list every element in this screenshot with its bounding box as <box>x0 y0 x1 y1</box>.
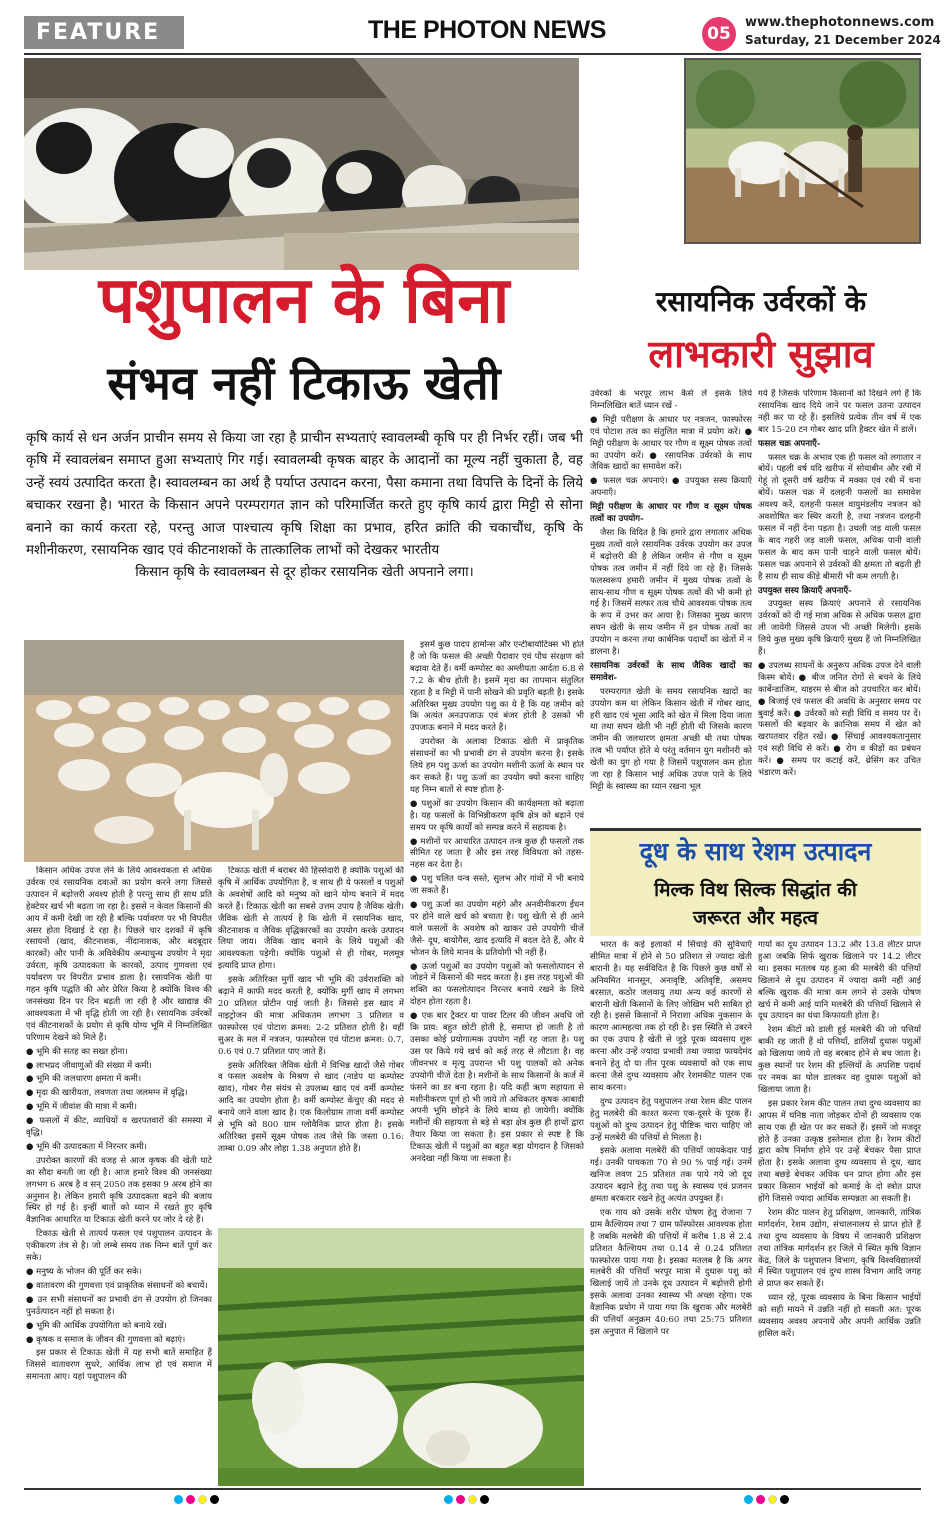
oxen-plough-image <box>686 60 919 242</box>
registration-dot <box>210 1495 219 1504</box>
lead-text-end: किसान कृषि के स्वावलम्बन से दूर होकर रसायनिक खेती अपनाने लगा। <box>135 565 474 581</box>
registration-dot <box>444 1495 453 1504</box>
paragraph: उपयुक्त सस्य क्रियाएँ अपनाएँ- <box>758 585 852 596</box>
registration-dot <box>456 1495 465 1504</box>
registration-dot <box>780 1495 789 1504</box>
milk-silk-subtitle-line1: मिल्क विथ सिल्क सिद्धांत की <box>654 879 857 901</box>
side-headline-line2: लाभकारी सुझाव <box>648 332 874 376</box>
paragraph: ● कृषक व समाज के जीवन की गुणवत्ता को बढ़ाएं। <box>26 1334 186 1345</box>
paragraph: टिकाऊ खेती में बराबर की हिस्सेदारी है क्योंकि पशुओं की कृषि में आर्थिक उपयोगिता है, व साथ ही ये फसलों व पशुओं के अवशेषों आदि को मनुष्य को खाने योग्य बनाने में मदद करते हैं। टिकाऊ खेती का सबसे उत्तम उपाय है जैविक खेती। जैविक खेती से तात्पर्य है कि खेती में रसायनिक खाद, कीटनाशक व जैविक वृद्धिकारकों का उपयोग करके उत्पादन लिया जाय। जैविक खाद बनाने के लिये पशुओं की आवश्यकता पड़ेगी। क्योंकि पशुओं से ही गोबर, मलमूत्र इत्यादि प्राप्त होगा। <box>218 866 404 972</box>
paragraph: इस प्रकार रेशम कीट पालन तथा दुग्ध व्यवसाय का आपस में घनिष्ठ नाता जोड़कर दोनों ही व्यवसाय एक साथ एक ही खेत पर कर सकते हैं। इसमें जो मजदूर होते हैं उनका उत्कृष्ठ इस्तेमाल होता है। रेशम कीटों द्वारा कोष निर्माण होने पर उन्हें बेचकर पैसा प्राप्त होता है। इसके अलावा दुग्ध व्यवसाय से दूध, खाद तथा बछड़े बेचकर अधिक धन प्राप्त होगा और इस प्रकार किसान भाईयों को कमाई के दो स्त्रोत प्राप्त होंगे जिससे ज्यादा आर्थिक सम्पन्नता आ सकती है। <box>758 1098 921 1205</box>
registration-dot <box>198 1495 207 1504</box>
paragraph: ● उन सभी संसाधनों का प्रभावी ढंग से उपयोग हो जिनका पुनर्उत्पादन नहीं हो सकता है। <box>26 1294 212 1317</box>
goats-image <box>24 640 404 862</box>
column-4 <box>590 389 752 821</box>
registration-dot <box>768 1495 777 1504</box>
milk-silk-title: दूध के साथ रेशम उत्पादन <box>639 837 872 866</box>
paragraph: ● उपलब्ध साधनों के अनुरूप अधिक उपज देने वाली किस्म बोयें। ● बीज जनित रोगों से बचने के लिये कार्बेन्डाजिम, थाइरम से बीज को उपचारित कर बोयें। ● बिजाई एवं फसल की अवधि के अनुसार समय पर बुवाई करें। ● उर्वरकों को सही विधि व समय पर दें। फसलों की बढ़वार के क्रान्तिक समय में खेत को खरपतवार रहित रखें। ● सिंचाई आवश्यकतानुसार एवं सही विधि से करें। ● रोग व कीड़ों का प्रबंधन करें। ● समय पर कटाई करें, थ्रेसिंग कर उचित भंडारण करें। <box>758 660 921 779</box>
paragraph: किसान अधिक उपज लेने के लिये आवश्यकता से अधिक उर्वरक एवं रसायनिक दवाओं का प्रयोग करने लगा जिससे उत्पादन में बढ़ोत्तरी अवश्य होती है परन्तु साथ ही साथ प्रति हेक्टेयर खर्च भी बढ़ता जा रहा है। इससे न केवल किसानों की आय में कमी देखी जा रही है बल्कि पर्यावरण पर भी विपरीत असर होता दिखाई दे रहा है। पिछले चार दशकों में कृषि रसायनों (खाद, कीटनाशक, नींदानाशक, और बदबूदार कारकों) और पानी के अविवेकीय अन्धाधुन्ध उपयोग ने मृदा उर्वरता, कृषि उत्पादकता के कारकों, उत्पाद गुणवत्ता एवं पर्यावरण पर विपरीत प्रभाव डाला है। रसायनिक खेती या गहन कृषि पद्धति की ओर प्रेरित किया है क्योंकि विश्व की जनसंख्या दिन पर दिन बढ़ती जा रही है और खाद्यान्न की आवश्यकता में भी वृद्धि होती जा रही है। रसायनिक उर्वरकों एवं कीटनाशकों के प्रयोग से कृषि योग्य भूमि में निम्नलिखित परिणाम देखने को मिले हैं। <box>26 866 212 1043</box>
paragraph: इसमें कुछ पादप हार्मोन्स और एन्टीबायोटिक्स भी होते हैं जो कि फसल की अच्छी पैदावार एवं पौध संरक्षण को बढ़ावा देते हैं। वर्मी कम्पोस्ट का अम्लीयता आर्दता 6.8 से 7.2 के बीच होती है। इसमें मृदा का तापमान संतुलित रहता है व मिट्टी में पानी सोखने की प्रवृति बढ़ती है। इसके अतिरिक्त मुख्य उपयोग पशु का ये है कि यह जमीन को कि अत्यंत अनउपजाऊ एवं बंजर होती है उसको भी उपजाऊ बनाने में मदद करते हैं। <box>410 640 584 734</box>
paragraph: टिकाऊ खेती से तात्पर्य फसल एवं पशुपालन उत्पादन के एकीकरण तंत्र से है। जो लम्बे समय तक निम्न बातें पूर्ण कर सके। <box>26 1229 212 1264</box>
header-rule <box>24 53 921 55</box>
paragraph: दुग्ध उत्पादन हेतु पशुपालन तथा रेशम कीट पालन हेतु मलबेरी की काश्त करना एक-दूसरे के पूरक हैं। पशुओं को दुग्ध उत्पादन हेतु पौष्टिक चारा चाहिए जो उन्हें मलबेरी की पत्तियों से मिलता है। <box>590 1096 752 1143</box>
oxen-plough-photo <box>684 58 921 244</box>
paragraph: ● लाभप्रद जीवाणुओं की संख्या में कमी। <box>26 1060 152 1071</box>
cows-field-photo <box>218 1228 584 1486</box>
paragraph: ● भूमि की सतह का सख्त होना। <box>26 1046 128 1057</box>
column-3 <box>410 640 584 1222</box>
paragraph: उर्वरकों के भरपूर लाभ कैसे लें इसके लिये निम्नलिखित बातें ध्यान रखें - <box>590 389 752 411</box>
paragraph: रसायनिक उर्वरकों के साथ जैविक खादों का समावेश- <box>590 660 752 683</box>
side-headline-line1: रसायनिक उर्वरकों के <box>655 285 867 318</box>
paragraph: ● फसलों में कीट, व्याधियों व खरपतवारों की समस्या में वृद्धि। <box>26 1116 212 1139</box>
paragraph: उपरोक्त के अलावा टिकाऊ खेती में प्राकृतिक संसाधनों का भी प्रभावी ढंग से उपयोग करना है। इसके लिये हम पशु ऊर्जा का उपयोग मशीनी ऊर्जा के स्थान पर कर सकते हैं। पशु ऊर्जा का उपयोग क्यों करना चाहिए यह निम्न बातों से स्पष्ट होता है- <box>410 737 584 795</box>
column-1 <box>26 866 212 1486</box>
paragraph: उपयुक्त सस्य क्रियाएं अपनाने से रसायनिक उर्वरकों को दी गई मात्रा अधिक से अधिक फसल द्वारा ली जायेगी जिससे उपज भी अच्छी मिलेगी। इसके लिये कुछ मुख्य कृषि क्रियाएँ मुख्य हैं जो निम्नलिखित हैं। <box>758 599 921 658</box>
registration-dot <box>756 1495 765 1504</box>
lead-paragraph <box>26 428 583 633</box>
registration-dot <box>480 1495 489 1504</box>
main-headline-line1: पशुपालन के बिना <box>98 264 510 338</box>
paragraph: ● ऊर्जा पशुओं का उपयोग पशुओं को फसलोत्पादन से जोड़ने में किसानों की मदद करता है। इस तरह पशुओं की शक्ति का फसलोत्पादन निरन्तर बनाये रखने के लिये दोहन होता रहता है। <box>410 961 584 1008</box>
paragraph: ● वातावरण की गुणवत्ता एवं प्राकृतिक संसाधनों को बचायें। <box>26 1280 208 1291</box>
paragraph: ● मनुष्य के भोजन की पूर्ति कर सके। <box>26 1267 142 1277</box>
paragraph: इसके अतिरिक्त जैविक खेती में विभिन्न खादों जैसे गोबर व फसल अवशेष के मिश्रण से खाद (नाडेप या कम्पोस्ट खाद), गोबर गैस संयंत्र से उपलब्ध खाद एवं वर्मी कम्पोस्ट आदि का उपयोग होता है। वर्मी कम्पोस्ट केंचुए की मदद से बनाये जाने वाला खाद है। एक किलोग्राम ताजा वर्मी कम्पोस्ट से भूमि को 800 ग्राम ग्लोवैनिक प्राप्त होता है। इसके अतिरिक्त इसमें सूक्ष्म पोषक तत्व जैसे कि जस्ता 0.16: ताम्बा 0.09 और लोहा 1.38 अनुपात होते हैं। <box>218 1060 404 1154</box>
milk-silk-subtitle-line2: जरूरत और महत्व <box>693 907 818 929</box>
website-url[interactable]: www.thephotonnews.com <box>745 15 935 30</box>
page-number-badge: 05 <box>702 17 736 51</box>
paragraph: जैसा कि विदित है कि हमारे द्वारा लगातार अधिक मुख्य तत्वों वाले रसायनिक उर्वरक उपयोग कर उपज में बढ़ोत्तरी की है लेकिन जमीन से गौण व सूक्ष्म पोषक तत्व जमीन में नहीं दिये जा रहे हैं। जिसके फलस्वरूप हमारी जमीन में मुख्य पोषक तत्वों के साथ-साथ गौण व सूक्ष्म पोषक तत्वों की भी कमी हो गई है। जिसमें सल्फर तत्व चौथे आवश्यक पोषक तत्व के रूप में उभर कर आया है। जिसका मुख्य कारण सघन खेती के साथ जमीन में इन पोषक तत्वों का उपयोग न करना तथा कार्बनिक पदार्थों का खेतों में न डालना है। <box>590 527 752 658</box>
column-2 <box>218 866 404 1224</box>
paragraph: इसके अतिरिक्त मुर्गी खाद भी भूमि की उर्वराशक्ति को बढ़ाने में काफी मदद करती है, क्योंकि मुर्गी खाद में लगभग 20 प्रतिशत प्रोटीन पाई जाती है। जिससे इस खाद में नाइट्रोजन की मात्रा अधिकतम लगभग 3 प्रतिशत व फास्फोरस एवं पोटाश क्रमश: 2-2 प्रतिशत होती है। वहीं सुअर के मल में नत्रजन, फास्फोरस एवं पोटाश क्रमश: 0.7, 0.6 एवं 0.7 प्रतिशत पाए जाते हैं। <box>218 975 404 1057</box>
paragraph: ध्यान रहे, पूरक व्यवसाय के बिना किसान भाईयों को सही मायने में उन्नति नहीं हो सकती अत: पूरक व्यवसाय अवश्य अपनायें और अपनी आर्थिक उन्नति हासिल करें। <box>758 1293 921 1339</box>
paragraph: ● मृदा की खारीयता, लवणता तथा जलमग्न में वृद्धि। <box>26 1088 188 1099</box>
cows-field-image <box>218 1228 584 1486</box>
masthead-title: THE PHOTON NEWS <box>368 16 606 44</box>
issue-date: Saturday, 21 December 2024 <box>745 33 941 47</box>
main-headline-line2: संभव नहीं टिकाऊ खेती <box>107 356 501 410</box>
paragraph: गायों का दूध उत्पादन 13.2 और 13.8 लीटर प्राप्त हुआ जबकि सिर्फ खुराक खिलाने पर 14.2 लीटर था। इसका मतलब यह हुआ की मलबेरी की पत्तियाँ खिलाने से दूध उत्पादन में ज्यादा कमी नहीं आई बल्कि खुराक की मात्रा कम लगने से उसके पोषण खर्च में कमी आई यानि मलबेरी की पत्तियाँ खिलाने से दूध उत्पादन का धंधा किफायती होता है। <box>758 940 921 1022</box>
paragraph: ● भूमि में जीवांश की मात्रा में कमी। <box>26 1102 137 1113</box>
registration-dot <box>744 1495 753 1504</box>
registration-dot <box>186 1495 195 1504</box>
paragraph: ● मिट्टी परीक्षण के आधार पर नत्रजन, फास्फोरस एवं पोटाश तत्व का संतुलित मात्रा में प्रयोग करें। ● मिट्टी परीक्षण के आधार पर गौण व सूक्ष्म पोषक तत्वों का उपयोग करें। ● रसायनिक उर्वरकों के साथ जैविक खादों का समावेश करें। <box>590 414 752 473</box>
paragraph: ● भूमि की आर्थिक उपयोगिता को बनाये रखें। <box>26 1320 167 1331</box>
paragraph: इस प्रकार से टिकाऊ खेती में यह सभी बातें समाहित हैं जिससे वातावरण सुधरे, आर्थिक लाभ हो एवं समाज में समानता आए। यहां पशुपालन की <box>26 1348 212 1383</box>
paragraph: उपरोक्त कारणों की वजह से आज कृषक की खेती घाटे का सौदा बनती जा रही है। आज हमारे विश्व की जनसंख्या लगभग 6 अरब है व सन् 2050 तक इसका 9 अरब होने का अनुमान है। लेकिन हमारी कृषि उत्पादकता बढ़ने की बजाय स्थिर हो गई है। इन्हीं बातों को ध्यान में रखते हुए कृषि वैज्ञानिक आधारित या टिकाऊ खेती करने पर जोर दे रहे हैं। <box>26 1155 212 1226</box>
paragraph: फसल चक्र अपनाएँ- <box>758 438 821 449</box>
paragraph: रेशम कीटों को डाली हुई मलबेरी की जो पत्तियाँ बाकी रह जाती हैं वो पत्तियाँ, डालियाँ दुधारू पशुओं को खिलाया जाये तो वह बरबाद होने से बच जाता है। कुछ स्थानों पर रेशम की इल्लियों के अपशिष्ट पदार्थ पर नमक का घोल डालकर वह दुधारू पशुओं को खिलाया जाता है। <box>758 1025 921 1095</box>
footer-rule <box>24 1488 921 1490</box>
paragraph: ● पशु चलित यन्त्र सस्ते, सुलभ और गांवों में भी बनाये जा सकते हैं। <box>410 874 584 897</box>
registration-dot <box>174 1495 183 1504</box>
goats-photo <box>24 640 404 862</box>
paragraph: ● फसल चक्र अपनाएं। ● उपयुक्त सस्य क्रियाएँ अपनाएँ। <box>590 476 752 499</box>
paragraph: ● भूमि की जलधारण क्षमता में कमी। <box>26 1074 142 1085</box>
paragraph: ● एक बार ट्रैक्टर या पावर टिलर की जीवन अवधि जो कि प्राय: बहुत छोटी होती है, समाप्त हो जाती है तो उसका कोई प्रयोगात्मक उपयोग नहीं रह जाता है। पशु उस पर किये गये खर्च को कई तरह से लौटाता है। वह जीवनभर व मृत्यु उपरान्त भी पशु पालकों को अनेक उपयोगी चीजें देता है। मशीनों के साथ किसानों के कर्ज में फंसने का डर बना रहता है। यदि कहीं ऋण सहायता से मशीनीकरण पूर्ण हो भी जाये तो अधिकतर कृषक आबादी अपनी भूमि छोड़ने के लिये बाध्य हो जायेगी। क्योंकि मशीनों की सहायता से बड़े से बड़ा क्षेत्र कुछ ही हाथों द्वारा तैयार किया जा सकता है। इस प्रकार से स्पष्ट है कि टिकाऊ खेती में पशुओं का बहुत बड़ा योगदान है जिसको अनदेखा नहीं किया जा सकता है। <box>410 1011 584 1165</box>
paragraph: परम्परागत खेती के समय रसायनिक खादों का उपयोग कम था लेकिन किसान खेती में गोबर खाद, हरी खाद एवं भूसा आदि को खेत में मिला दिया जाता था तथा सघन खेती भी नहीं होती थी जिसके कारण जमीन की जलधारण क्षमता अच्छी थी तथा पोषक तत्व भी पर्याप्त होते थे परंतु वर्तमान युग मशीनरी को खेती का युग हो गया है जिसमें पशुपालन कम होता जा रहा है किसान भाई अधिक उपज पाने के लिये मिट्टी के स्वास्थ्य का ध्यान रखना भूल <box>590 686 752 792</box>
column-5 <box>758 389 921 821</box>
paragraph: फसल चक्र के अभाव एक ही फसल को लगातार न बोयें। पहली वर्ष यदि खरीफ में सोयाबीन और रबी में गेहूं तो दूसरी वर्ष खरीफ में मक्का एवं रबी में चना बोयें। फसल चक्र में दलहनी फसलों का समावेश अवश्य करें, दलहनी फसल वायुमंडलीय नत्रजन को अवशोषित कर स्थिर करती है, तथा नत्रजन दलहनी फसल में नहीं देना पड़ता है। उथली जड़ वाली फसल के बाद गहरी जड़ वाली फसल, अधिक पानी वाली फसल के बाद कम पानी चाहने वाली फसल बोयें। फसल चक्र अपनाने से उर्वरकों की क्षमता तो बढ़ती ही है साथ ही साथ कीड़े बीमारी भी कम लगती है। <box>758 452 921 582</box>
registration-dot <box>468 1495 477 1504</box>
column-7 <box>758 940 921 1486</box>
paragraph: ● मशीनों पर आधारित उत्पादन तन्त्र कुछ ही फसलों तक सीमित रह जाता है और इस तरह विविधता को तहस-नहस कर देता है। <box>410 836 584 871</box>
paragraph: ● पशुओं का उपयोग किसान की कार्यक्षमता को बढ़ाता है। यह फसलों के विभिन्नीकरण कृषि क्षेत्र को बढ़ाने एवं समय पर कृषि कार्यों को सम्पन्न करने में सहायक है। <box>410 798 584 833</box>
column-6 <box>590 940 752 1486</box>
lead-text: कृषि कार्य से धन अर्जन प्राचीन समय से किया जा रहा है प्राचीन सभ्यताएं स्वावलम्बी कृषि पर ही निर्भर रहीं। जब भी कृषि में स्वावलंबन समाप्त हुआ सभ्यताएं गिर गई। स्वावलम्बी कृषक बाहर के आदानों का मूल्य नहीं चुकाता है, वह उन्हें स्वयं उत्पादित करता है। स्वावलम्बन का अर्थ है पर्याप्त उत्पादन करना, पैसा कमाना तथा विपत्ति के दिनों के लिये बचाकर रखना है। भारत के किसान अपने परम्परागत ज्ञान को परिमार्जित करते हुए कृषि कार्य द्वारा मिट्टी से सोना बनाने का कार्य करता रहे, परन्तु आज पाश्चात्य कृषि शिक्षा का प्रभाव, हरित क्रांति की चकाचौंध, कृषि के मशीनीकरण, रसायनिक खाद एवं कीटनाशकों के तात्कालिक लाभों को देखकर भारतीय <box>26 431 583 559</box>
cattle-feeding-photo <box>24 58 579 270</box>
paragraph: एक गाय को उसके शरीर पोषण हेतु रोजाना 7 ग्राम कैल्शियम तथा 7 ग्राम फॉस्फोरस आवश्यक होता है जबकि मलबेरी की पत्तियों में करीब 1.8 से 2.4 प्रतिशत कैल्शियम तथा 0.14 से 0.24 प्रतिशत फास्फोरस पाया गया है। इसका मतलब है कि अगर मलबेरी की पत्तियाँ भरपूर मात्रा में दुधारू पशु को खिलाई जायें तो उनके दूध उत्पादन में बढ़ोत्तरी होगी इसके अलावा उनका स्वास्थ्य भी अच्छा रहेगा। एक वैज्ञानिक प्रयोग में पाया गया कि खुराक और मलबेरी की पत्तियाँ अनुक्रम 40:60 तथा 25:75 प्रतिशत इस अनुपात में खिलाने पर <box>590 1207 752 1337</box>
paragraph: ● भूमि की उत्पादकता में निरन्तर कमी। <box>26 1141 147 1152</box>
paragraph: ● पशु ऊर्जा का उपयोग महंगे और अनवीनीकरण ईंधन पर होने वाले खर्च को बचाता है। पशु खेती से ही आने वाले फसलों के अवशेष को खाकर उसे उपयोगी चीजें जैसे- दूध, बायोगैस, खाद इत्यादि में बदल देते हैं, और ये भोजन के लिये मानव के प्रतियोगी भी नहीं हैं। <box>410 900 584 958</box>
print-registration-marks <box>24 1495 921 1509</box>
cattle-feeding-image <box>24 58 579 270</box>
paragraph: भारत के कई इलाकों में सिंचाई की सुविधाएँ सीमित मात्रा में होने से 50 प्रतिशत से ज्यादा खेती बारानी है। यह सर्वविदित है कि पिछले कुछ वर्षों से अनियमित मानसून, अनावृष्टि, अतिवृष्टि, असमय बरसात, कठोर जलवायु तथा अन्य कई कारणों से बारानी खेती किसानों के लिए जोखिम भरी साबित हो रही है। इससे किसानों में निराशा अधिक नुकसान के कारण आत्महत्या तक हो रही है। इस स्थिति से उबरने का एक उपाय है खेती से जुड़े पूरक व्यवसाय शुरू करना और उन्हें ज्यादा प्रभावी तथा ज्यादा फायदेमंद बनाने हेतु दो या तीन पूरक व्यवसायों को एक साथ करना जैसे दुग्ध व्यवसाय और रेशमकीट पालन एक साथ करना। <box>590 940 752 1093</box>
paragraph: गये हैं जिसके परिणाम किसानों को दिखने लगे हैं कि रसायनिक खाद दिये जाने पर फसल उतना उत्पादन नहीं कर पा रहे हैं। इसलिये प्रत्येक तीन वर्ष में एक बार 15-20 टन गोबर खाद प्रति हैक्टर खेत में डालें। <box>758 389 921 435</box>
paragraph: मिट्टी परीक्षण के आधार पर गौण व सूक्ष्म पोषक तत्वों का उपयोग- <box>590 502 752 525</box>
paragraph: इसके अलावा मलबेरी की पत्तियाँ जायकेदार पाई गई। उनकी पाचकता 70 से 90 % पाई गई। उनमें खनिज लवण 25 प्रतिशत तक पाये गये जो दूध उत्पादन बढ़ाने हेतु तथा पशु के स्वास्थ्य एवं प्रजनन क्षमता बरकरार रखने हेतु अत्यंत उपयुक्त हैं। <box>590 1146 752 1205</box>
paragraph: रेशम कीट पालन हेतु प्रशिक्षण, जानकारी, तांत्रिक मार्गदर्शन, रेशम उद्योग, संचालनालय से प्राप्त होते हैं तथा दुग्ध व्यवसाय के विषय में जानकारी प्रशिक्षण तथा तांत्रिक मार्गदर्शन हर जिले में स्थित कृषि विज्ञान केंद्र, जिले के पशुपालन विभाग, कृषि विश्वविद्यालयों में स्थित पशुपालन एवं दुग्ध शास्त्र विभाग आदि जगह से प्राप्त कर सकते हैं। <box>758 1207 921 1290</box>
section-label: FEATURE <box>24 16 184 49</box>
